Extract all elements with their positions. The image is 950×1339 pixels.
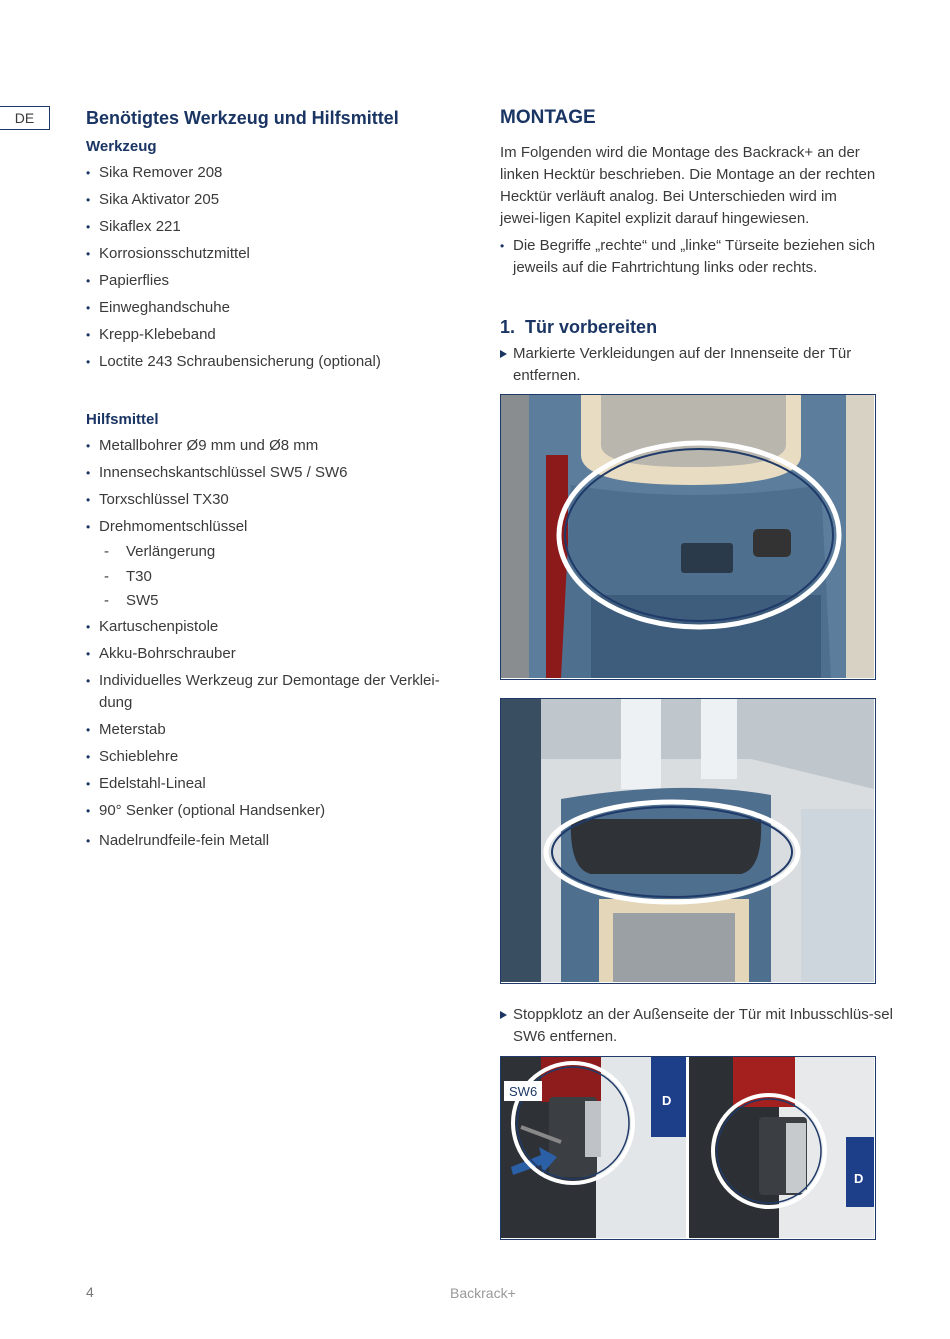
step-instruction-2 [500,1004,893,1048]
montage-intro: Im Folgenden wird die Montage des Backrack+ an der linken Hecktür beschrieben. Die Montage an der rechten Hecktür verläuft analog. Bei Unterschieden wird im jewei-ligen Kapitel explizit darauf hingewiesen. [500,144,876,227]
arrow-icon [500,350,507,358]
stop-block-illustration [501,1057,874,1238]
sub-list-item: - T30 [86,566,466,588]
list-item: • 90° Senker (optional Handsenker) [86,800,466,822]
werkzeug-heading: Werkzeug [86,138,157,155]
list-item: • Kartuschenpistole [86,616,466,638]
torque-sub-list [86,541,466,612]
sw6-label: SW6 [509,1084,538,1099]
door-top-illustration [501,699,874,982]
step-heading [500,313,880,341]
sub-list-item: - SW5 [86,590,466,612]
list-item: • Meterstab [86,719,466,741]
footer-brand: Backrack+ [450,1285,516,1301]
arrow-icon [500,1011,507,1019]
list-item: • Sika Aktivator 205 [86,189,466,211]
inner-door-illustration [501,395,874,678]
photo-inner-door-trim [500,394,876,680]
werkzeug-list [86,162,466,373]
plate-letter-left: D [662,1093,672,1108]
list-item: • Sika Remover 208 [86,162,466,184]
hilfsmittel-list [86,435,466,538]
hilfsmittel-list-continued [86,616,466,852]
tools-section [86,104,466,857]
list-item: • Innensechskantschlüssel SW5 / SW6 [86,462,466,484]
montage-section [500,104,880,387]
sub-list-item: - Verlängerung [86,541,466,563]
montage-note: • Die Begriffe „rechte“ und „linke“ Türseite beziehen sich jeweils auf die Fahrtrichtung links oder rechts. [500,235,880,279]
list-item: • Metallbohrer Ø9 mm und Ø8 mm [86,435,466,457]
list-item: • Edelstahl-Lineal [86,773,466,795]
list-item: • Papierflies [86,270,466,292]
list-item: • Torxschlüssel TX30 [86,489,466,511]
list-item: • Drehmomentschlüssel [86,516,466,538]
list-item: • Krepp-Klebeband [86,324,466,346]
page-number: 4 [86,1284,94,1300]
list-item: • Korrosionsschutzmittel [86,243,466,265]
list-item: • Sikaflex 221 [86,216,466,238]
tools-title: Benötigtes Werkzeug und Hilfsmittel [86,108,399,128]
list-item: • Akku-Bohrschrauber [86,643,466,665]
step-title: Tür vorbereiten [525,317,658,337]
language-tab: DE [0,106,50,130]
list-item: • Einweghandschuhe [86,297,466,319]
montage-title: MONTAGE [500,107,596,128]
montage-note-list [500,235,880,279]
photo-door-top-panel [500,698,876,984]
list-item: • Schieblehre [86,746,466,768]
step-instruction-2-text: Stoppklotz an der Außenseite der Tür mit Inbusschlüs-sel SW6 entfernen. [513,1006,893,1045]
step-number: 1. [500,317,516,337]
hilfsmittel-heading: Hilfsmittel [86,411,159,428]
list-item: • Loctite 243 Schraubensicherung (optional) [86,351,466,373]
list-item: • Nadelrundfeile-fein Metall [86,830,466,852]
photo-stop-block [500,1056,876,1240]
plate-letter-right: D [854,1171,864,1186]
list-item: • Individuelles Werkzeug zur Demontage der Verklei- dung [86,670,466,714]
step-instruction-text: Markierte Verkleidungen auf der Innenseite der Tür entfernen. [513,345,852,384]
step-instruction [500,343,880,387]
